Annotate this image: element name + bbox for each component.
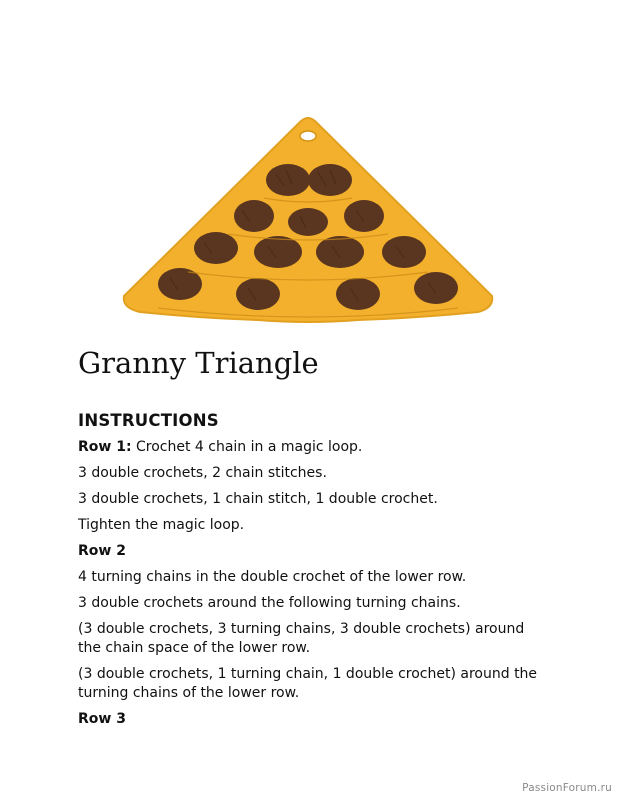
- instruction-line: [78, 620, 548, 658]
- instruction-line: [78, 464, 548, 483]
- page-title: Granny Triangle: [78, 346, 319, 380]
- row-label: Row 3: [78, 711, 126, 727]
- instruction-line: [78, 438, 548, 457]
- instruction-text: 3 double crochets, 1 chain stitch, 1 double crochet.: [78, 491, 438, 507]
- instructions-section: [78, 410, 548, 736]
- instruction-line: [78, 490, 548, 509]
- instruction-line: [78, 710, 548, 729]
- instruction-text: Tighten the magic loop.: [78, 517, 245, 533]
- row-label: Row 2: [78, 543, 126, 559]
- instruction-text: Crochet 4 chain in a magic loop.: [131, 439, 363, 455]
- instruction-line: [78, 542, 548, 561]
- instruction-line: [78, 594, 548, 613]
- granny-triangle-photo: [118, 112, 498, 330]
- instruction-text: (3 double crochets, 3 turning chains, 3 double crochets) around the chain space of the lower row.: [78, 621, 525, 656]
- row-label: Row 1:: [78, 439, 132, 455]
- watermark: PassionForum.ru: [522, 782, 612, 794]
- instruction-text: 3 double crochets, 2 chain stitches.: [78, 465, 327, 481]
- instruction-text: 3 double crochets around the following turning chains.: [78, 595, 461, 611]
- instructions-heading: INSTRUCTIONS: [78, 411, 219, 430]
- instruction-line: [78, 568, 548, 587]
- instruction-line: [78, 516, 548, 535]
- instruction-text: 4 turning chains in the double crochet of the lower row.: [78, 569, 467, 585]
- instruction-line: [78, 665, 548, 703]
- instruction-text: (3 double crochets, 1 turning chain, 1 double crochet) around the turning chains of the lower row.: [78, 666, 538, 701]
